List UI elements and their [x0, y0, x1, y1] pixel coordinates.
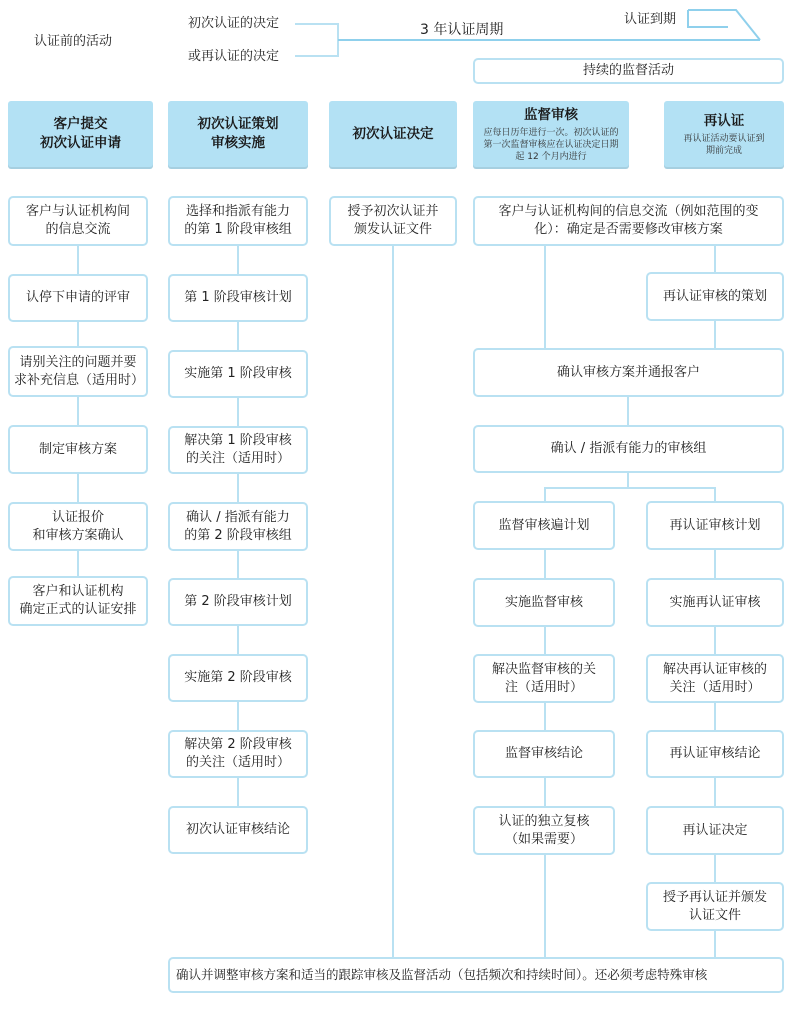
- step-box: 监督审核结论: [473, 730, 615, 778]
- step-box: 确认 / 指派有能力 的第 2 阶段审核组: [168, 502, 308, 551]
- step-box: 第 2 阶段审核计划: [168, 578, 308, 626]
- info-exchange-box: 客户与认证机构间的信息交流（例如范围的变 化）：确定是否需要修改审核方案: [473, 196, 784, 246]
- step-box: 实施再认证审核: [646, 578, 784, 627]
- step-box: 实施第 1 阶段审核: [168, 350, 308, 398]
- header-subtitle: 应每日历年进行一次。初次认证的 第一次监督审核应在认证决定日期 起 12 个月内进行: [483, 127, 619, 162]
- step-box: 解决第 1 阶段审核 的关注（适用时）: [168, 426, 308, 474]
- step-box: 实施监督审核: [473, 578, 615, 627]
- confirm-team-box: 确认 / 指派有能力的审核组: [473, 425, 784, 473]
- step-box: 初次认证审核结论: [168, 806, 308, 854]
- step-box: 认证报价 和审核方案确认: [8, 502, 148, 551]
- step-box: 第 1 阶段审核计划: [168, 274, 308, 322]
- cycle-label: 3 年认证周期: [420, 22, 504, 38]
- step-box: 客户和认证机构 确定正式的认证安排: [8, 576, 148, 626]
- step-box: 客户与认证机构间 的信息交流: [8, 196, 148, 246]
- confirm-program-box: 确认审核方案并通报客户: [473, 348, 784, 397]
- step-box: 认证的独立复核 （如果需要）: [473, 806, 615, 855]
- step-box: 认停下申请的评审: [8, 274, 148, 322]
- step-box: 解决第 2 阶段审核 的关注（适用时）: [168, 730, 308, 778]
- initial-decision-label: 初次认证的决定: [188, 16, 280, 31]
- step-box: 授予初次认证并 颁发认证文件: [329, 196, 457, 246]
- step-box: 请别关注的问题并要 求补充信息（适用时）: [8, 346, 148, 397]
- header-initial-planning: [168, 101, 308, 167]
- header-recertification: [664, 101, 784, 167]
- header-subtitle: 再认证活动要认证到 期前完成: [683, 133, 765, 156]
- step-box: 实施第 2 阶段审核: [168, 654, 308, 702]
- header-title: 监督审核: [524, 106, 578, 123]
- step-box: 解决监督审核的关 注（适用时）: [473, 654, 615, 703]
- step-box: 选择和指派有能力 的第 1 阶段审核组: [168, 196, 308, 246]
- header-client-application: [8, 101, 153, 167]
- header-title: 初次认证策划 审核实施: [197, 116, 279, 151]
- step-box: 再认证审核计划: [646, 501, 784, 550]
- recert-decision-label: 或再认证的决定: [188, 49, 280, 64]
- header-title: 客户提交 初次认证申请: [40, 116, 121, 151]
- step-box: 再认证决定: [646, 806, 784, 855]
- bottom-adjust-program-box: 确认并调整审核方案和适当的跟踪审核及监督活动（包括频次和持续时间）。还必须考虑特殊审核: [168, 957, 784, 993]
- ongoing-surveillance-bar: 持续的监督活动: [473, 58, 784, 84]
- step-box: 监督审核遍计划: [473, 501, 615, 550]
- step-box: 再认证审核结论: [646, 730, 784, 778]
- recert-planning-box: 再认证审核的策划: [646, 272, 784, 321]
- expiry-label: 认证到期: [624, 12, 677, 27]
- header-title: 再认证: [703, 112, 745, 129]
- header-surveillance: [473, 101, 629, 167]
- step-box: 制定审核方案: [8, 425, 148, 474]
- step-box: 授予再认证并颁发 认证文件: [646, 882, 784, 931]
- step-box: 解决再认证审核的 关注（适用时）: [646, 654, 784, 703]
- pre-certification-label: 认证前的活动: [34, 34, 113, 49]
- header-initial-decision: [329, 101, 457, 167]
- header-title: 初次认证决定: [352, 125, 434, 142]
